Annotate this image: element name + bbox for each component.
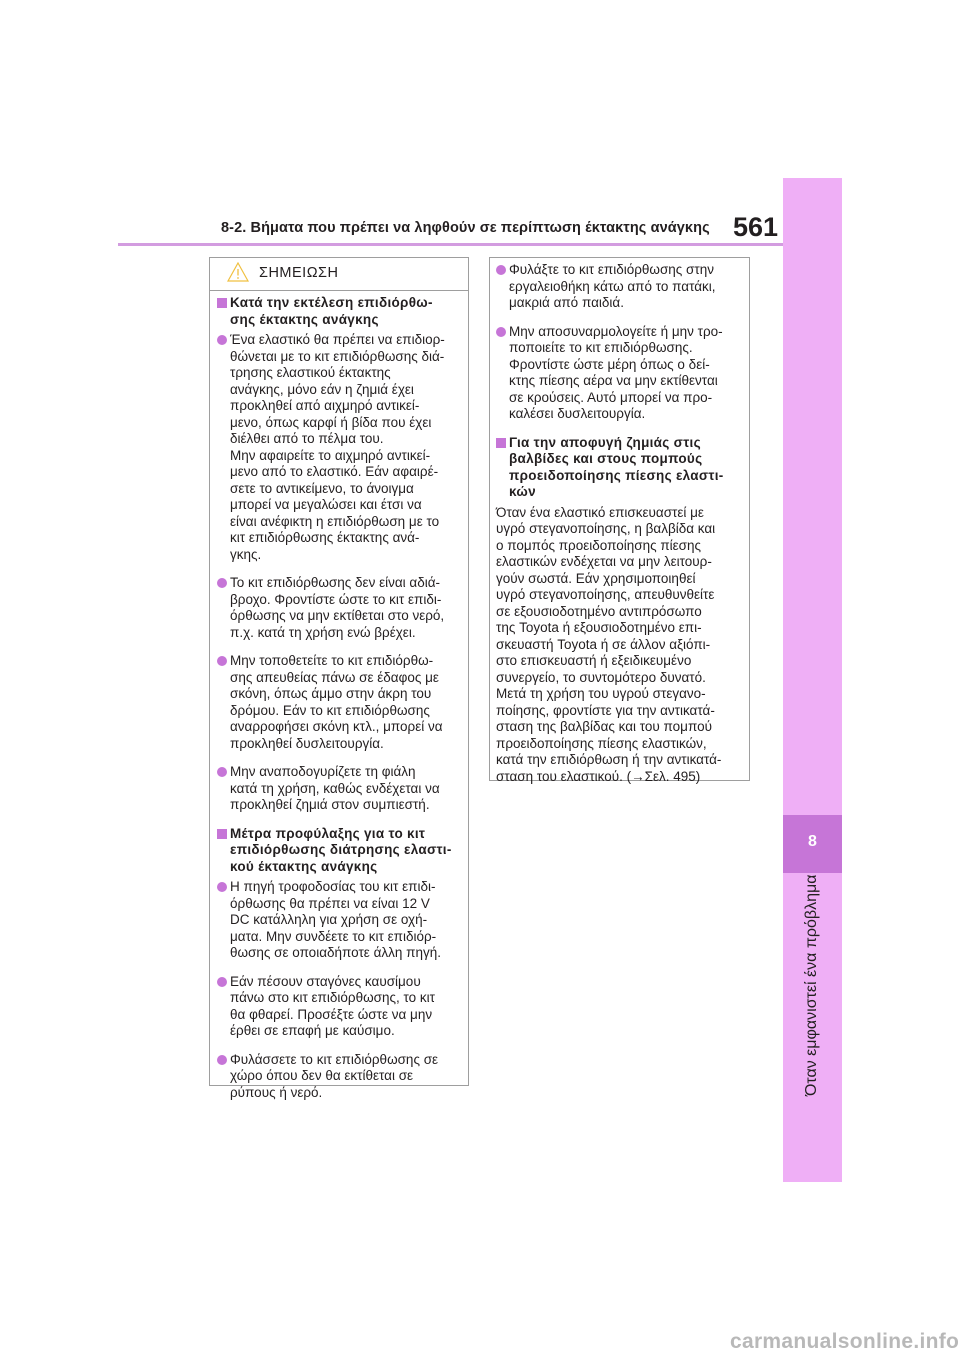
section-heading: Κατά την εκτέλεση επιδιόρθω- σης έκτακτης ανάγκης: [217, 295, 467, 328]
section-heading: Μέτρα προφύλαξης για το κιτ επιδιόρθωσης διάτρησης ελαστι- κού έκτακτης ανάγκης: [217, 826, 467, 876]
header-rule: [118, 243, 842, 246]
header-title: 8-2. Βήματα που πρέπει να ληφθούν σε περίπτωση έκτακτης ανάγκης: [221, 220, 710, 236]
list-item: Ένα ελαστικό θα πρέπει να επιδιορ- θώνεται με το κιτ επιδιόρθωσης διά- τρησης ελαστικού έκτακτης ανάγκης, μόνο εάν η ζημιά έχει προκληθεί από αιχμηρό αντικεί- μενο, όπως καρφί ή βίδα που έχει διέλθει από το πέλμα του. Μην αφαιρείτε το αιχμηρό αντικεί- μενο από το ελαστικό. Εάν αφαιρέ- σετε το αντικείμενο, το άνοιγμα μπορεί να μεγαλώσει και έτσι να είναι ανέφικτη η επιδιόρθωση με το κιτ επιδιόρθωσης έκτακτης ανά- γκης.: [217, 332, 467, 563]
note-box-continued-content: [496, 262, 746, 785]
watermark: carmanualsonline.info: [730, 1330, 960, 1353]
note-box-content: [217, 295, 467, 1113]
list-item: Φυλάξτε το κιτ επιδιόρθωσης στην εργαλειοθήκη κάτω από το πατάκι, μακριά από παιδιά.: [496, 262, 746, 312]
note-box-header: [210, 258, 468, 291]
list-item: Μην αναποδογυρίζετε τη φιάλη κατά τη χρήση, καθώς ενδέχεται να προκληθεί ζημιά στον συμπιεστή.: [217, 764, 467, 814]
section-heading: Για την αποφυγή ζημιάς στις βαλβίδες και στους πομπούς προειδοποίησης πίεσης ελαστι- κών: [496, 435, 746, 501]
list-item: Φυλάσσετε το κιτ επιδιόρθωσης σε χώρο όπου δεν θα εκτίθεται σε ρύπους ή νερό.: [217, 1052, 467, 1102]
list-item: Το κιτ επιδιόρθωσης δεν είναι αδιά- βροχο. Φροντίστε ώστε το κιτ επιδι- όρθωσης να μην εκτίθεται στο νερό, π.χ. κατά τη χρήση ενώ βρέχει.: [217, 575, 467, 641]
list-item: Εάν πέσουν σταγόνες καυσίμου πάνω στο κιτ επιδιόρθωσης, το κιτ θα φθαρεί. Προσέξτε ώστε να μην έρθει σε επαφή με καύσιμο.: [217, 974, 467, 1040]
page-number: 561: [733, 212, 779, 242]
list-item: Μην αποσυναρμολογείτε ή μην τρο- ποποιείτε το κιτ επιδιόρθωσης. Φροντίστε ώστε μέρη όπως ο δεί- κτης πίεσης αέρα να μην εκτίθενται σε κρούσεις. Αυτό μπορεί να προ- καλέσει δυσλειτουργία.: [496, 324, 746, 423]
note-label: ΣΗΜΕΙΩΣΗ: [259, 265, 339, 281]
list-item: Μην τοποθετείτε το κιτ επιδιόρθω- σης απευθείας πάνω σε έδαφος με σκόνη, όπως άμμο στην άκρη του δρόμου. Εάν το κιτ επιδιόρθωσης αναρροφήσει σκόνη κτλ., μπορεί να προκληθεί δυσλειτουργία.: [217, 653, 467, 752]
paragraph: Όταν ένα ελαστικό επισκευαστεί με υγρό στεγανοποίησης, η βαλβίδα και ο πομπός προειδοποίησης πίεσης ελαστικών ενδέχεται να μην λειτουρ- γούν σωστά. Εάν χρησιμοποιηθεί υγρό στεγανοποίησης, απευθυνθείτε σε εξουσιοδοτημένο αντιπρόσωπο της Toyota ή εξουσιοδοτημένο επι- σκευαστή Toyota ή σε άλλον αξιόπι- στο επισκευαστή ή εξειδικευμένο συνεργείο, το συντομότερο δυνατό. Μετά τη χρήση του υγρού στεγανο- ποίησης, φροντίστε για την αντικατά- σταση της βαλβίδας και του πομπού προειδοποίησης πίεσης ελαστικών, κατά την επιδιόρθωση ή την αντικατά- σταση του ελαστικού. (→Σελ. 495): [496, 504, 722, 784]
warning-triangle-icon: [227, 262, 249, 282]
list-item: Η πηγή τροφοδοσίας του κιτ επιδι- όρθωσης θα πρέπει να είναι 12 V DC κατάλληλη για χρήση σε οχή- ματα. Μην συνδέετε το κιτ επιδιόρ- θωσης σε οποιαδήποτε άλλη πηγή.: [217, 879, 467, 962]
chapter-title: Όταν εμφανιστεί ένα πρόβλημα: [803, 874, 820, 1096]
chapter-number: 8: [808, 833, 817, 850]
